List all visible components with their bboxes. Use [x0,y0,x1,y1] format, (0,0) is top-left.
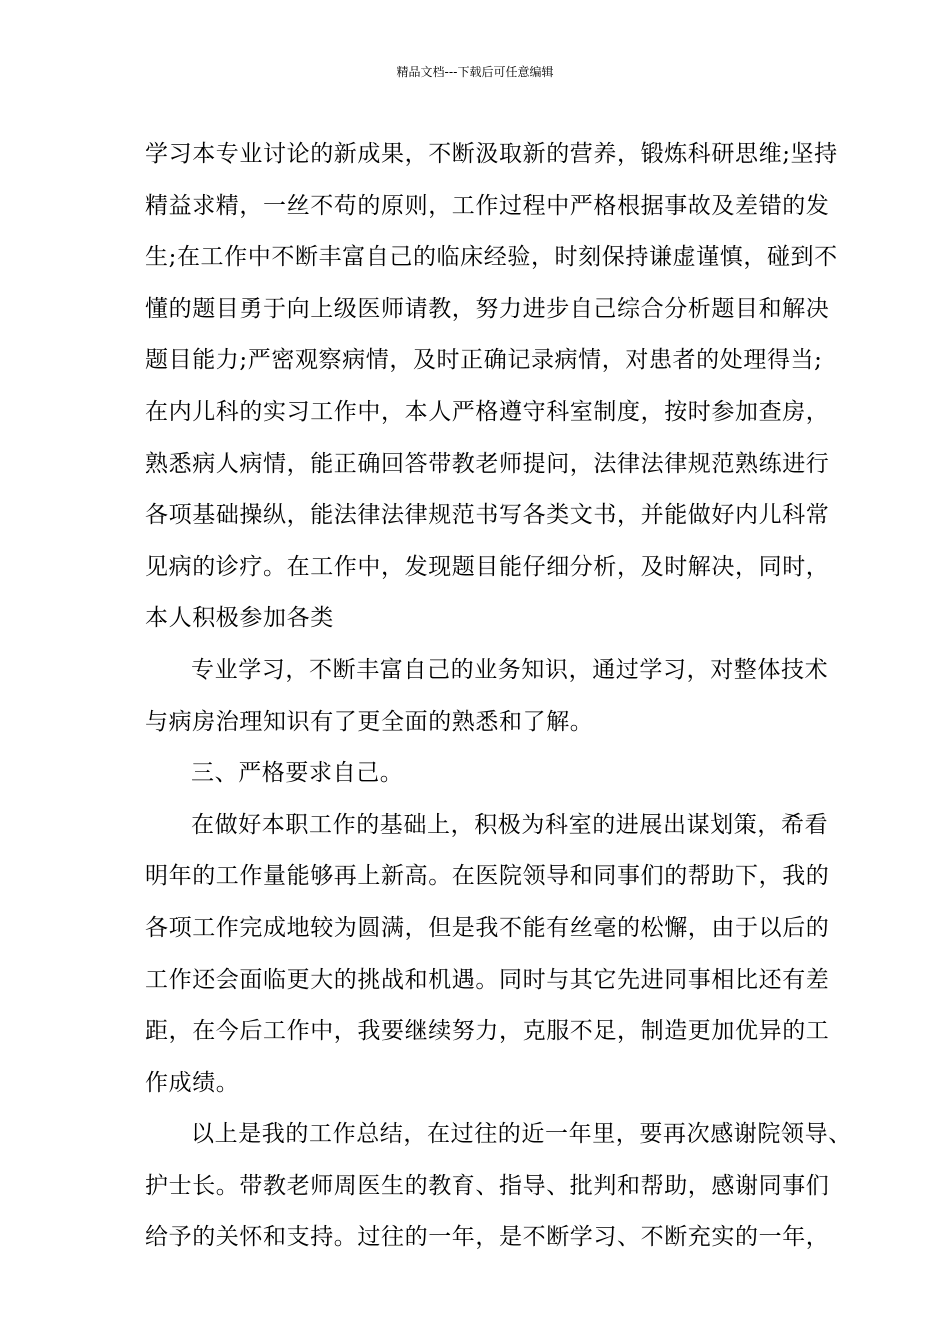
text-line: 在做好本职工作的基础上，积极为科室的进展出谋划策，希看 [191,811,829,838]
text-line: 生;在工作中不断丰富自己的临床经验，时刻保持谦虚谨慎，碰到不 [145,244,838,271]
text-line: 给予的关怀和支持。过往的一年，是不断学习、不断充实的一年， [145,1224,830,1251]
text-line: 明年的工作量能够再上新高。在医院领导和同事们的帮助下，我的 [145,863,830,890]
page-header: 精品文档---下载后可任意编辑 [396,65,554,79]
text-line: 以上是我的工作总结，在过往的近一年里，要再次感谢院领导、 [191,1121,852,1148]
text-line: 精益求精，一丝不苟的原则，工作过程中严格根据事故及差错的发 [145,192,830,219]
text-line: 见病的诊疗。在工作中，发现题目能仔细分析，及时解决，同时， [145,553,830,580]
text-line: 专业学习，不断丰富自己的业务知识，通过学习，对整体技术 [191,656,829,683]
text-line: 护士长。带教老师周医生的教育、指导、批判和帮助，感谢同事们 [145,1172,830,1199]
text-line: 本人积极参加各类 [145,605,334,632]
text-line: 与病房治理知识有了更全面的熟悉和了解。 [145,708,594,735]
text-line: 题目能力;严密观察病情，及时正确记录病情，对患者的处理得当; [145,347,823,374]
text-line: 工作还会面临更大的挑战和机遇。同时与其它先进同事相比还有差 [145,966,830,993]
text-line: 距，在今后工作中，我要继续努力，克服不足，制造更加优异的工 [145,1018,830,1045]
text-line: 熟悉病人病情，能正确回答带教老师提问，法律法律规范熟练进行 [145,450,830,477]
text-line: 在内儿科的实习工作中，本人严格遵守科室制度，按时参加查房， [145,398,830,425]
document-body [145,129,852,1264]
text-line: 各项基础操纵，能法律法律规范书写各类文书，并能做好内儿科常 [145,502,830,529]
text-line: 懂的题目勇于向上级医师请教，努力进步自己综合分析题目和解决 [145,295,830,322]
text-line: 学习本专业讨论的新成果，不断汲取新的营养，锻炼科研思维;坚持 [145,141,838,167]
text-line: 各项工作完成地较为圆满，但是我不能有丝毫的松懈，由于以后的 [145,914,830,941]
section-heading: 三、严格要求自己。 [191,760,404,787]
text-line: 作成绩。 [145,1069,240,1096]
